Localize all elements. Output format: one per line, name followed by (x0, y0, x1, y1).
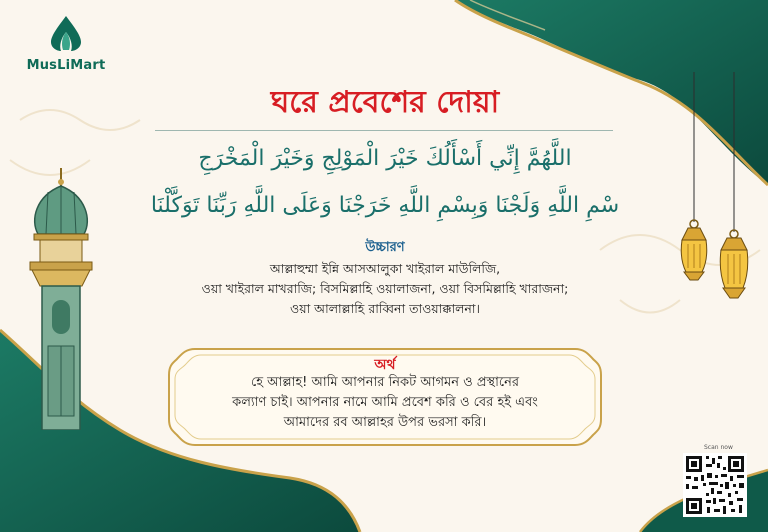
page-title: ঘরে প্রবেশের দোয়া (270, 85, 500, 120)
pronunciation-label: উচ্চারণ (365, 240, 405, 255)
pronunciation-line-1: আল্লাহুম্মা ইন্নি আসআলুকা খাইরাল মাউলিজি, (269, 261, 501, 276)
qr-code[interactable] (683, 453, 747, 517)
meaning-line-3: আমাদের রব আল্লাহর উপর ভরসা করি। (283, 415, 487, 430)
title-divider (155, 130, 613, 131)
meaning-line-2: কল্যাণ চাই। আপনার নামে আমি প্রবেশ করি ও বের হই এবং (232, 395, 538, 410)
qr-caption: Scan now (704, 444, 733, 451)
arabic-line-1: اللَّهُمَّ إِنِّي أَسْأَلُكَ خَيْرَ الْمَوْلِجِ وَخَيْرَ الْمَخْرَجِ (198, 146, 572, 171)
meaning-label: অর্থ (374, 357, 396, 373)
brand-logo (16, 14, 116, 73)
hanging-lantern-icon (676, 72, 756, 312)
meaning-line-1: হে আল্লাহ! আমি আপনার নিকট আগমন ও প্রস্থানের (250, 375, 520, 390)
pronunciation-line-3: ওয়া আলাল্লাহি রাব্বিনা তাওয়াক্কালনা। (290, 301, 480, 316)
muslimart-logo-icon (49, 14, 83, 52)
arabic-line-2: سْمِ اللَّهِ وَلَجْنَا وَبِسْمِ اللَّهِ خَرَجْنَا وَعَلَى اللَّهِ رَبِّنَا تَوَكَّلْنَا (150, 193, 620, 218)
meaning-text (175, 373, 595, 433)
minaret-illustration (18, 168, 104, 430)
brand-name: MusLiMart (26, 58, 106, 73)
pronunciation-line-2: ওয়া খাইরাল মাখরাজি; বিসমিল্লাহি ওয়ালাজনা, ওয়া বিসমিল্লাহি খারাজনা; (201, 281, 569, 296)
